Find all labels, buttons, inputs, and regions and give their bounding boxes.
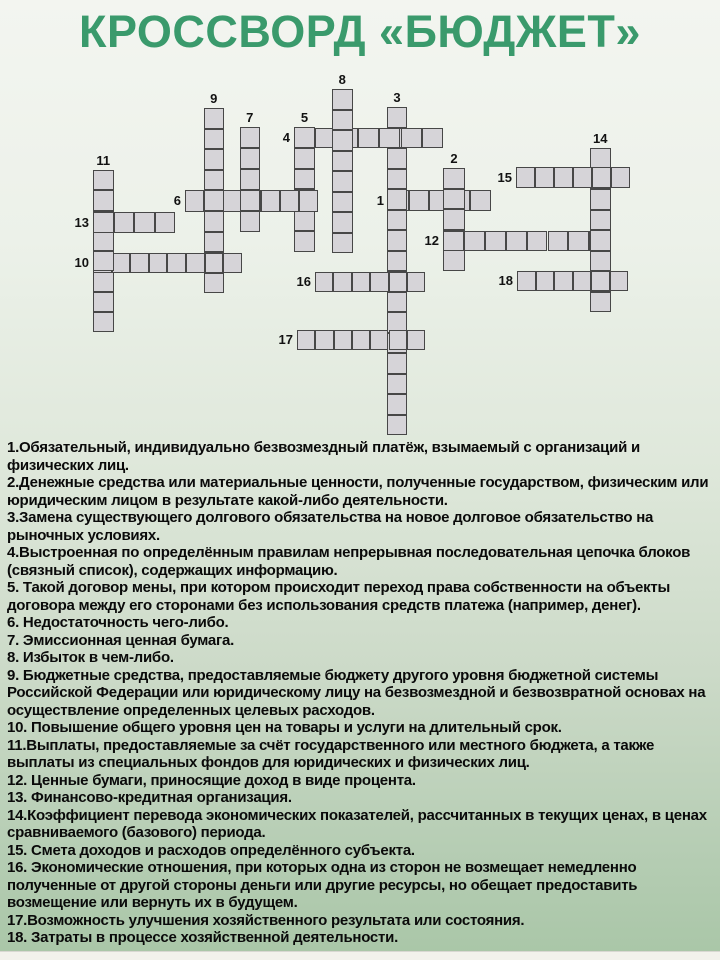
grid-cell-word12-2[interactable] [464,231,485,251]
grid-cell-word13-3[interactable] [134,212,155,233]
clues-list [7,439,713,947]
clue-15: 15. Смета доходов и расходов определённого субъекта. [7,841,415,859]
word-1-number: 1 [376,192,384,208]
grid-cell-word14-6[interactable] [590,251,611,272]
grid-cell-word3-4[interactable] [387,169,407,190]
word-9-number: 9 [210,91,218,106]
grid-cell-word4-7[interactable] [422,128,443,148]
clue-13: 13. Финансово-кредитная организация. [7,789,292,806]
grid-cell-word11-2[interactable] [93,190,114,210]
grid-cell-word9-6[interactable] [204,211,224,232]
grid-cell-word6-1[interactable] [185,190,204,212]
grid-cell-word13-4[interactable] [155,212,176,233]
footer-strip [0,951,720,960]
clue-7: 7. Эмиссионная ценная бумага. [7,631,235,649]
clue-3: 3.Замена существующего долгового обязательства на новое долговое обязательство на рыночных условиях. [7,509,654,544]
grid-cell-word8-5[interactable] [332,171,353,192]
grid-cell-word7-2[interactable] [240,148,260,169]
grid-cell-word17-1[interactable] [297,330,315,350]
grid-cell-word17-7[interactable] [407,330,425,350]
grid-cell-word11-7[interactable] [93,292,114,312]
grid-cell-word11-8[interactable] [93,312,114,332]
grid-cell-word12-7[interactable] [568,231,589,251]
word-7-number: 7 [246,110,254,125]
grid-cell-word11-4[interactable] [93,231,114,251]
grid-cell-word5-3[interactable] [294,169,315,190]
grid-cell-word3-8[interactable] [387,251,407,272]
grid-cell-word9-4[interactable] [204,170,224,191]
clue-4: 4.Выстроенная по определённым правилам непрерывная последовательная цепочка блоков (связный список), содержащих информацию. [7,544,691,579]
grid-cell-word18-2[interactable] [536,271,555,291]
clue-14: 14.Коэффициент перевода экономических показателей, рассчитанных в текущих ценах, в ценах сравниваемого (базового) периода. [7,806,707,841]
grid-cell-word14-4[interactable] [590,210,611,231]
word-13-number: 13 [74,214,89,230]
word-17-number: 17 [278,332,293,347]
clue-5: 5. Такой договор мены, при котором происходит переход права собственности на объекты договора между его сторонами без использования средств платежа (например, денег). [7,579,671,614]
grid-cell-word8-3[interactable] [332,130,353,151]
grid-cell-word3-7[interactable] [387,230,407,251]
grid-cell-word9-2[interactable] [204,129,224,150]
clue-2: 2.Денежные средства или материальные ценности, полученные государством, физическим или юридическим лицом в результате какой-либо деятельности. [7,474,709,509]
word-6-number: 6 [173,192,181,208]
grid-cell-word1-5[interactable] [470,190,491,211]
grid-cell-word15-5[interactable] [592,167,611,188]
crossword-grid [0,0,720,440]
grid-cell-word2-1[interactable] [443,168,465,189]
grid-cell-word17-6[interactable] [389,330,407,350]
grid-cell-word14-1[interactable] [590,148,611,169]
grid-cell-word18-6[interactable] [610,271,629,291]
grid-cell-word16-6[interactable] [407,272,425,292]
grid-cell-word11-6[interactable] [93,272,114,292]
word-16-number: 16 [296,274,311,289]
word-10-number: 10 [74,254,89,270]
grid-cell-word3-14[interactable] [387,374,407,395]
grid-cell-word16-1[interactable] [315,272,333,292]
grid-cell-word15-3[interactable] [554,167,573,188]
word-15-number: 15 [497,169,512,185]
grid-cell-word8-4[interactable] [332,151,353,172]
grid-cell-word8-1[interactable] [332,89,353,110]
grid-cell-word12-5[interactable] [527,231,548,251]
grid-cell-word6-7[interactable] [299,190,318,212]
grid-cell-word16-3[interactable] [352,272,370,292]
grid-cell-word18-5[interactable] [591,271,610,291]
grid-cell-word2-5[interactable] [443,250,465,271]
word-11-number: 11 [96,153,111,168]
grid-cell-word17-4[interactable] [352,330,370,350]
clue-6: 6. Недостаточность чего-либо. [7,614,229,631]
grid-cell-word6-6[interactable] [280,190,299,212]
grid-cell-word11-1[interactable] [93,170,114,190]
grid-cell-word9-7[interactable] [204,232,224,253]
grid-cell-word3-6[interactable] [387,210,407,231]
grid-cell-word7-5[interactable] [240,211,260,232]
grid-cell-word7-1[interactable] [240,127,260,148]
grid-cell-word2-2[interactable] [443,189,465,210]
grid-cell-word8-2[interactable] [332,110,353,131]
grid-cell-word16-5[interactable] [389,272,407,292]
grid-cell-word11-5[interactable] [93,251,114,271]
grid-cell-word3-5[interactable] [387,189,407,210]
clue-9: 9. Бюджетные средства, предоставляемые бюджету другого уровня бюджетной системы Российской Федерации или юридическому лицу на безвозмездной и безвозвратной основах на осуществление определенных целевых расходов. [7,666,706,719]
grid-cell-word9-1[interactable] [204,108,224,129]
grid-cell-word7-3[interactable] [240,169,260,190]
grid-cell-word14-8[interactable] [590,292,611,313]
grid-cell-word14-5[interactable] [590,230,611,251]
grid-cell-word3-13[interactable] [387,353,407,374]
grid-cell-word17-5[interactable] [370,330,388,350]
grid-cell-word13-2[interactable] [114,212,135,233]
grid-cell-word10-3[interactable] [130,253,149,273]
grid-cell-word3-16[interactable] [387,415,407,436]
word-14-number: 14 [593,131,608,146]
grid-cell-word10-7[interactable] [205,253,224,273]
clue-17: 17.Возможность улучшения хозяйственного результата или состояния. [7,911,525,929]
grid-cell-word6-5[interactable] [261,190,280,212]
page-title: КРОССВОРД «БЮДЖЕТ» [79,6,641,57]
grid-cell-word9-9[interactable] [204,273,224,294]
grid-cell-word3-1[interactable] [387,107,407,128]
grid-cell-word5-5[interactable] [294,210,315,231]
grid-cell-word10-5[interactable] [167,253,186,273]
word-4-number: 4 [282,130,290,145]
grid-cell-word15-1[interactable] [516,167,535,188]
word-12-number: 12 [424,233,439,248]
grid-cell-word5-6[interactable] [294,231,315,252]
grid-cell-word4-4[interactable] [358,128,379,148]
grid-cell-word13-1[interactable] [93,212,114,233]
grid-cell-word17-3[interactable] [334,330,352,350]
grid-cell-word15-6[interactable] [611,167,630,188]
grid-cell-word3-15[interactable] [387,394,407,415]
grid-cell-word2-3[interactable] [443,209,465,230]
word-3-number: 3 [393,90,401,105]
grid-cell-word16-4[interactable] [370,272,388,292]
grid-cell-word18-4[interactable] [573,271,592,291]
grid-cell-word9-3[interactable] [204,149,224,170]
grid-cell-word8-7[interactable] [332,212,353,233]
word-2-number: 2 [450,151,458,166]
grid-cell-word4-5[interactable] [379,128,400,148]
grid-cell-word15-2[interactable] [535,167,554,188]
clue-11: 11.Выплаты, предоставляемые за счёт государственного или местного бюджета, а также выплаты из специальных фондов для юридических и физических лиц. [7,736,655,771]
word-8-number: 8 [338,72,346,87]
grid-cell-word1-2[interactable] [409,190,430,211]
grid-cell-word4-6[interactable] [401,128,422,148]
grid-cell-word14-3[interactable] [590,189,611,210]
word-5-number: 5 [300,110,309,125]
grid-cell-word3-10[interactable] [387,292,407,313]
grid-cell-word12-1[interactable] [443,231,464,251]
grid-cell-word18-1[interactable] [517,271,536,291]
grid-cell-word12-6[interactable] [548,231,569,251]
clue-1: 1.Обязательный, индивидуально безвозмездный платёж, взымаемый с организаций и физических лиц. [7,439,640,474]
clue-12: 12. Ценные бумаги, приносящие доход в виде процента. [7,771,416,789]
grid-cell-word17-2[interactable] [315,330,333,350]
grid-cell-word8-8[interactable] [332,233,353,254]
grid-cell-word18-3[interactable] [554,271,573,291]
clue-10: 10. Повышение общего уровня цен на товары и услуги на длительный срок. [7,719,562,736]
grid-cell-word12-3[interactable] [485,231,506,251]
grid-cell-word15-4[interactable] [573,167,592,188]
grid-cell-word10-4[interactable] [149,253,168,273]
grid-cell-word5-2[interactable] [294,148,315,169]
grid-cell-word10-8[interactable] [223,253,242,273]
grid-cell-word8-6[interactable] [332,192,353,213]
clue-18: 18. Затраты в процессе хозяйственной деятельности. [7,929,399,946]
grid-cell-word10-2[interactable] [112,253,131,273]
grid-cell-word12-4[interactable] [506,231,527,251]
grid-cell-word7-4[interactable] [240,190,260,211]
grid-cell-word3-3[interactable] [387,148,407,169]
clue-16: 16. Экономические отношения, при которых одна из сторон не возмещает немедленно полученные от другой стороны деньги или другие ресурсы, но обещает предоставить возмещение или вернуть их в будущем. [7,859,638,911]
grid-cell-word9-5[interactable] [204,190,224,211]
grid-cell-word16-2[interactable] [333,272,351,292]
clue-8: 8. Избыток в чем-либо. [7,649,174,666]
word-18-number: 18 [498,273,513,288]
grid-cell-word10-6[interactable] [186,253,205,273]
grid-cell-word5-1[interactable] [294,127,315,148]
